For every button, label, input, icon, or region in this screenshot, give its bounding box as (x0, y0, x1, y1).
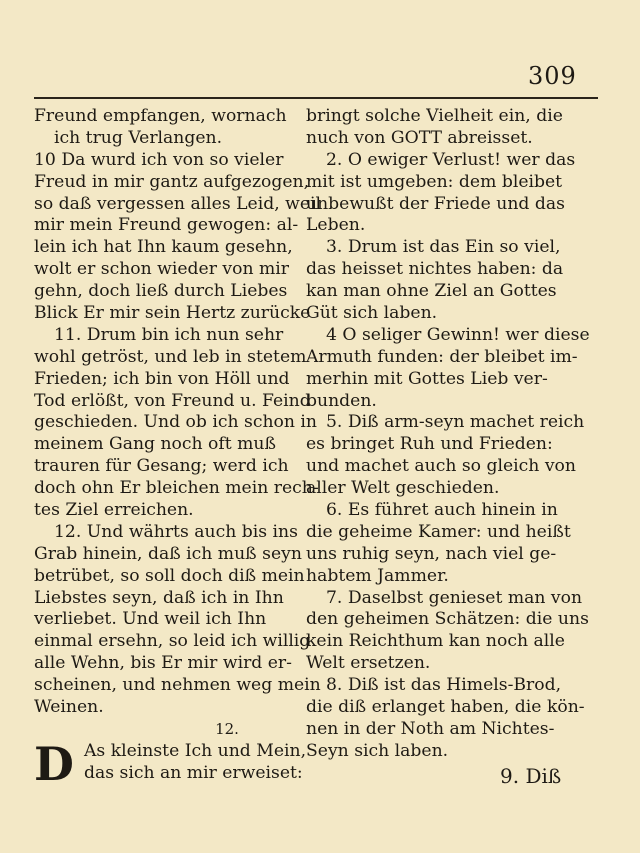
text-line: Welt ersetzen. (306, 653, 431, 674)
text-line: bunden. (306, 390, 377, 411)
left-column (34, 106, 322, 791)
text-line: wolt er schon wieder von mir (34, 259, 290, 280)
hymn-line-text: As kleinste Ich und Mein, (84, 740, 307, 761)
text-line: lein ich hat Ihn kaum gesehn, (34, 237, 293, 258)
text-line: Weinen. (34, 697, 104, 718)
text-line: trauren für Gesang; werd ich (34, 456, 289, 477)
text-line: mit ist umgeben: dem bleibet (306, 171, 563, 192)
text-line: Armuth funden: der bleibet im- (306, 346, 578, 367)
text-line: tes Ziel erreichen. (34, 500, 194, 521)
text-line: Leben. (306, 215, 366, 236)
text-line: 6. Es führet auch hinein in (326, 500, 558, 521)
text-line: uns ruhig seyn, nach viel ge- (306, 543, 557, 564)
drop-cap: D (34, 736, 74, 791)
page-number: 309 (528, 62, 577, 90)
text-line: Seyn sich laben. (306, 740, 449, 761)
right-column (306, 106, 590, 763)
text-line: Güt sich laben. (306, 303, 438, 324)
text-line: das heisset nichtes haben: da (306, 259, 564, 280)
text-line: und machet auch so gleich von (306, 456, 576, 477)
text-line: 4 O seliger Gewinn! wer diese (326, 324, 590, 345)
text-line: 5. Diß arm-seyn machet reich (326, 412, 585, 433)
hymn-line: das sich an mir erweiset: (84, 762, 303, 783)
text-line: Freund empfangen, wornach (34, 106, 287, 126)
text-line: 12. Und währts auch bis ins (54, 521, 298, 542)
text-line: verliebet. Und weil ich Ihn (34, 609, 267, 630)
text-line: doch ohn Er bleichen mein rech- (34, 478, 319, 499)
text-line: die diß erlanget haben, die kön- (306, 697, 585, 718)
text-line: so daß vergessen alles Leid, weil (34, 193, 322, 214)
text-line: Grab hinein, daß ich muß seyn (34, 543, 302, 564)
text-line: 8. Diß ist das Himels-Brod, (326, 675, 562, 696)
text-line: mir mein Freund gewogen: al- (34, 215, 299, 236)
text-line: gehn, doch ließ durch Liebes (34, 281, 288, 302)
catchword: 9. Diß (500, 764, 562, 788)
text-line: kein Reichthum kan noch alle (306, 631, 565, 652)
text-line: die geheime Kamer: und heißt (306, 521, 571, 542)
text-line: einmal ersehn, so leid ich willig (34, 631, 311, 652)
text-line: nen in der Noth am Nichtes- (306, 718, 555, 739)
text-line: bringt solche Vielheit ein, die (306, 106, 563, 126)
text-line: geschieden. Und ob ich schon in (34, 412, 317, 433)
text-line: kan man ohne Ziel an Gottes (306, 281, 557, 302)
text-line: unbewußt der Friede und das (306, 193, 565, 214)
text-line: betrübet, so soll doch diß mein (34, 565, 305, 586)
text-line: Freud in mir gantz aufgezogen, (34, 171, 310, 192)
text-line: ich trug Verlangen. (54, 127, 223, 148)
text-line: habtem Jammer. (306, 565, 449, 586)
text-line: es bringet Ruh und Frieden: (306, 434, 553, 455)
text-line: scheinen, und nehmen weg mein (34, 675, 321, 696)
text-line: meinem Gang noch oft muß (34, 434, 276, 455)
text-line: Blick Er mir sein Hertz zurücke (34, 303, 311, 324)
text-line: Frieden; ich bin von Höll und (34, 368, 290, 389)
text-line: 11. Drum bin ich nun sehr (54, 324, 284, 345)
text-line: Tod erlößt, von Freund u. Feind (34, 390, 311, 411)
text-line: aller Welt geschieden. (306, 478, 500, 499)
text-line: 10 Da wurd ich von so vieler (34, 149, 284, 170)
hymn-number: 12. (215, 719, 239, 738)
text-line: wohl getröst, und leb in stetem (34, 346, 307, 367)
text-line: den geheimen Schätzen: die uns (306, 609, 589, 630)
text-line: Liebstes seyn, daß ich in Ihn (34, 587, 284, 608)
text-line: alle Wehn, bis Er mir wird er- (34, 653, 292, 674)
text-line: 2. O ewiger Verlust! wer das (326, 149, 576, 170)
text-line: 7. Daselbst genieset man von (326, 587, 583, 608)
text-line: merhin mit Gottes Lieb ver- (306, 368, 548, 389)
header-rule (34, 97, 598, 99)
text-line: nuch von GOTT abreisset. (306, 127, 533, 148)
text-line: 3. Drum ist das Ein so viel, (326, 237, 561, 258)
